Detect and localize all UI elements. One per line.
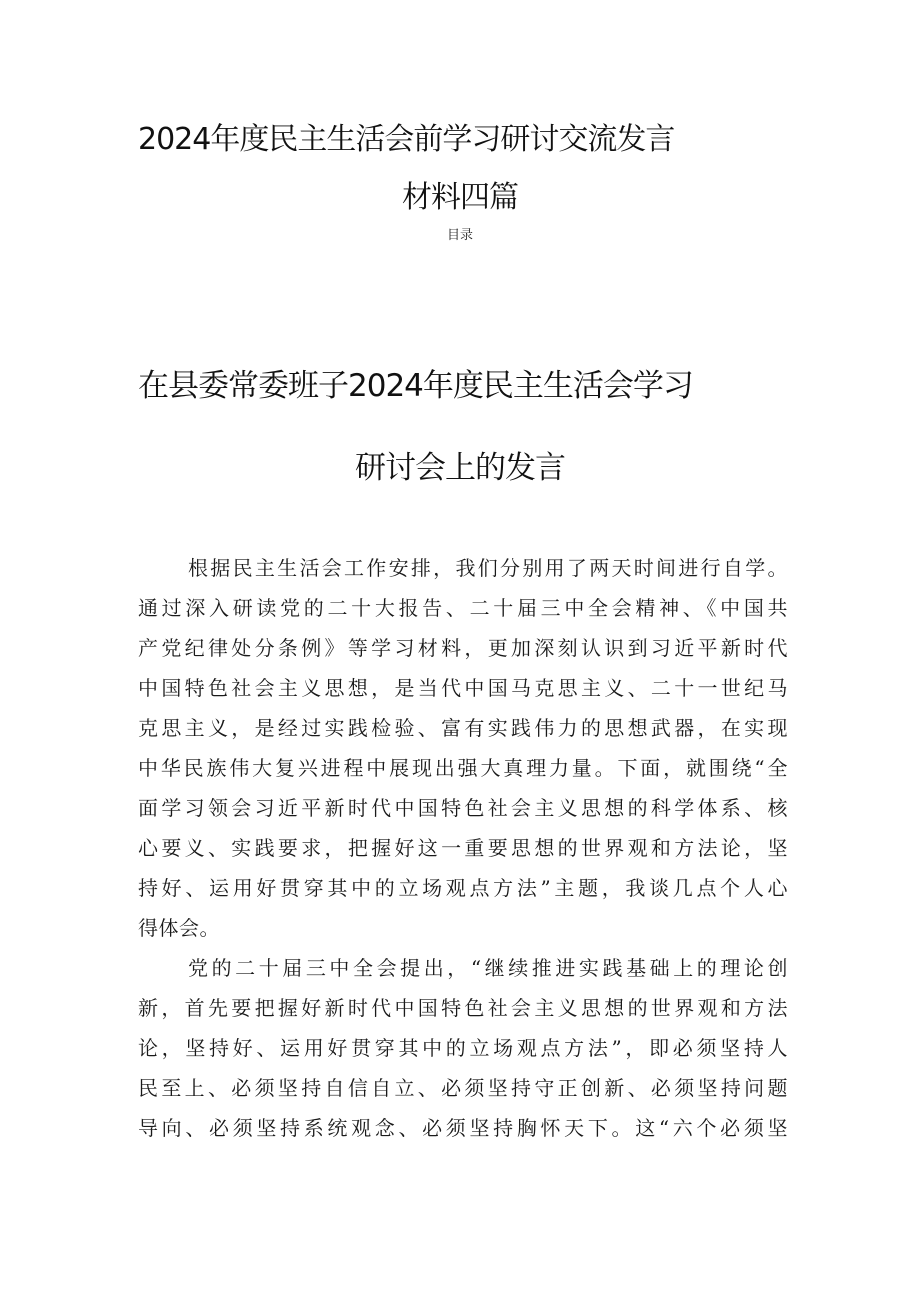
paragraph-line: 新，首先要把握好新时代中国特色社会主义思想的世界观和方法 (138, 996, 788, 1020)
paragraph-line: 中华民族伟大复兴进程中展现出强大真理力量。下面，就围绕“全 (138, 756, 788, 780)
paragraph-line: 得体会。 (138, 916, 220, 940)
paragraph-line: 产党纪律处分条例》等学习材料，更加深刻认识到习近平新时代 (138, 636, 788, 660)
paragraph-line: 论，坚持好、运用好贯穿其中的立场观点方法”，即必须坚持人 (138, 1036, 788, 1060)
paragraph-line: 民至上、必须坚持自信自立、必须坚持守正创新、必须坚持问题 (138, 1076, 788, 1100)
document-title-line2: 材料四篇 (402, 180, 518, 215)
paragraph-2 (138, 948, 788, 1148)
paragraph-line: 根据民主生活会工作安排，我们分别用了两天时间进行自学。 (188, 556, 788, 580)
paragraph-line: 党的二十届三中全会提出，“继续推进实践基础上的理论创 (188, 956, 788, 980)
table-of-contents-label: 目录 (446, 228, 473, 243)
paragraph-line: 中国特色社会主义思想，是当代中国马克思主义、二十一世纪马 (138, 676, 788, 700)
section-title-line1: 在县委常委班子2024年度民主生活会学习 (138, 368, 693, 404)
paragraph-line: 通过深入研读党的二十大报告、二十届三中全会精神、《中国共 (138, 596, 788, 620)
paragraph-line: 面学习领会习近平新时代中国特色社会主义思想的科学体系、核 (138, 796, 788, 820)
document-title-line1: 2024年度民主生活会前学习研讨交流发言 (138, 122, 675, 157)
paragraph-line: 心要义、实践要求，把握好这一重要思想的世界观和方法论，坚 (138, 836, 788, 860)
paragraph-line: 导向、必须坚持系统观念、必须坚持胸怀天下。这“六个必须坚 (138, 1116, 788, 1140)
body-text (138, 548, 788, 1148)
section-title-line2: 研讨会上的发言 (355, 450, 565, 486)
paragraph-line: 持好、运用好贯穿其中的立场观点方法”主题，我谈几点个人心 (138, 876, 788, 900)
paragraph-line: 克思主义，是经过实践检验、富有实践伟力的思想武器，在实现 (138, 716, 788, 740)
paragraph-1 (138, 548, 788, 948)
